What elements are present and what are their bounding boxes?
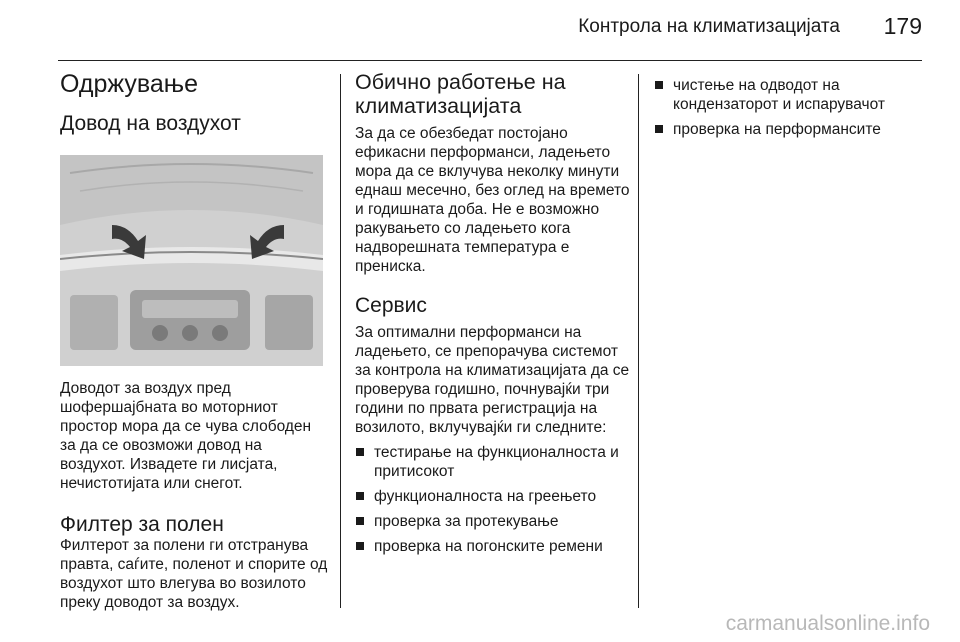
subheading-air-inlet: Довод на воздухот xyxy=(60,112,241,135)
engine-bay-photo xyxy=(60,155,323,366)
heading-service: Сервис xyxy=(355,294,427,317)
section-heading-maintenance: Одржување xyxy=(60,70,199,98)
header-rule xyxy=(58,60,922,61)
service-paragraph: За оптимални перформанси на ладењето, се препорачува системот за контрола на климатизацијата да се проверува годишно, почнувајќи три години по првата регистрација на возилото, вклучувајќи ги следните: xyxy=(355,324,630,436)
list-item: проверка за протекување xyxy=(355,512,631,531)
air-inlet-paragraph: Доводот за воздух пред шофершајбната во моторниот простор мора да се чува слободен за да се овозможи довод на воздухот. Извадете ги лисјата, нечистотијата или снегот. xyxy=(60,380,312,492)
list-item: проверка на перформансите xyxy=(654,120,924,139)
list-item: тестирање на функционалноста и притисокот xyxy=(355,443,631,481)
column-divider-2 xyxy=(638,74,639,608)
column-2 xyxy=(355,70,631,562)
service-checklist-continued xyxy=(654,76,924,139)
regular-operation-paragraph: За да се обезбедат постојано ефикасни перформанси, ладењето мора да се вклучува неколку минути еднаш месечно, без оглед на времето и годишната доба. Не е возможно ракувањето со ладењето кога надворешната температура е прениска. xyxy=(355,125,630,275)
list-item: проверка на погонските ремени xyxy=(355,537,631,556)
pollen-filter-paragraph: Филтерот за полени ги отстранува правта, саѓите, поленот и спорите од воздухот што влегува во возилото преку доводот за воздух. xyxy=(60,537,328,611)
list-item: чистење на одводот на кондензаторот и испарувачот xyxy=(654,76,924,114)
service-checklist xyxy=(355,443,631,556)
column-1 xyxy=(60,70,328,612)
list-item: функционалноста на греењето xyxy=(355,487,631,506)
column-3 xyxy=(654,76,924,145)
subheading-pollen-filter: Филтер за полен xyxy=(60,513,224,536)
page-number: 179 xyxy=(883,13,922,39)
header-title: Контрола на климатизацијата xyxy=(578,16,840,37)
site-watermark: carmanualsonline.info xyxy=(725,612,930,635)
column-divider-1 xyxy=(340,74,341,608)
heading-regular-operation: Обично работење на климатизацијата xyxy=(355,70,566,118)
